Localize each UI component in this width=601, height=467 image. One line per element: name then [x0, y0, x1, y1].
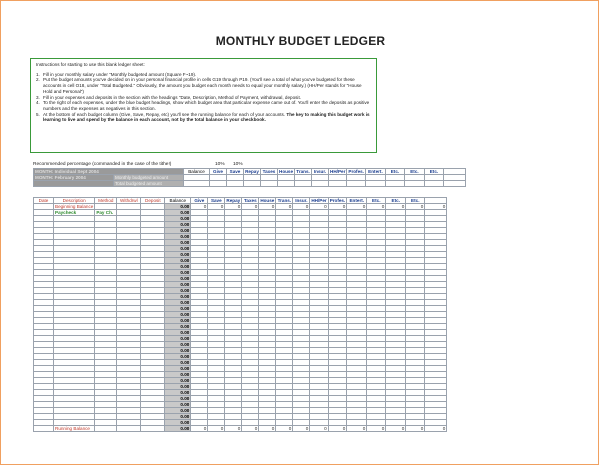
budget-cell: 0	[293, 204, 310, 210]
balance-cell: 0.00	[165, 246, 191, 252]
balance-cell: 0.00	[165, 228, 191, 234]
balance-cell: 0.00	[165, 270, 191, 276]
balance-cell: 0.00	[165, 312, 191, 318]
balance-cell: 0.00	[165, 336, 191, 342]
budget-col-header: Etc.	[367, 198, 386, 204]
header-row	[34, 181, 466, 187]
balance-cell: 0.00	[165, 402, 191, 408]
budget-col-header: House	[260, 198, 275, 203]
recommended-give-pct: 10%	[215, 162, 225, 167]
budget-col-header: HH/Per	[330, 169, 346, 174]
instructions-heading: Instructions for starting to use this blank ledger sheet:	[36, 62, 145, 67]
budget-col-header: Etc.	[386, 198, 406, 204]
budget-col-header: Insur.	[312, 169, 329, 175]
budget-cell: 0	[386, 426, 406, 432]
budget-col-header: Entert.	[347, 198, 367, 204]
budget-cell: 0	[347, 426, 367, 432]
instruction-number: 4.	[36, 100, 40, 106]
budget-col-header: Etc.	[406, 198, 425, 204]
balance-cell: 0.00	[165, 282, 191, 288]
ledger-col-header: Date	[34, 198, 54, 204]
budget-col-header: Trans.	[296, 169, 310, 174]
budget-col-header: Profes.	[348, 169, 364, 174]
cell	[312, 181, 329, 187]
balance-cell: 0.00	[165, 222, 191, 228]
cell	[443, 181, 465, 187]
budget-cell: 0	[208, 204, 225, 210]
page-title: MONTHLY BUDGET LEDGER	[215, 34, 386, 48]
balance-cell: 0.00	[165, 324, 191, 330]
budget-cell: 0	[276, 204, 293, 210]
budget-cell: 0	[367, 426, 386, 432]
budget-col-header: Save	[208, 198, 225, 204]
budget-cell: 0	[406, 204, 425, 210]
budget-note: Monthly budgeted amount	[114, 175, 184, 181]
budget-cell: 0	[242, 204, 259, 210]
balance-cell: 0.00	[165, 354, 191, 360]
instructions-box	[30, 58, 377, 153]
budget-cell: 0	[310, 204, 328, 210]
instruction-text: Fill in your expenses and deposits in the section with the headings "Date, Description, Method of Payment, withdrawal, deposit.	[43, 94, 301, 100]
budget-cell: 0	[191, 426, 208, 432]
budget-cell: 0	[191, 204, 208, 210]
budget-cell: 0	[310, 426, 328, 432]
balance-header: Balance	[184, 169, 210, 175]
ledger-table	[33, 197, 447, 432]
budget-col-header: HH/Per	[311, 198, 327, 203]
instruction-item	[36, 77, 371, 94]
ledger-col-header: Method	[95, 198, 117, 204]
budget-cell: 0	[406, 426, 425, 432]
cell	[244, 181, 261, 187]
instruction-text: Put the budget amounts you've decided on in your personal financial profile in cells G19 through P19. (You'll see a total of what you've budgeted for these accounts in cell O18, under "Total Budgeted." Obviously, the amount you budget each month needs to equal your monthly salary.) (HH/Per stands for "House Hold and Personal")	[43, 77, 362, 94]
balance-cell: 0.00	[165, 258, 191, 264]
budget-cell: 0	[425, 426, 447, 432]
budget-col-header: Etc.	[385, 169, 404, 175]
method-cell: Pay Ch.	[95, 210, 117, 216]
budget-cell: 0	[386, 204, 406, 210]
balance-cell: 0.00	[165, 420, 191, 426]
balance-cell: 0.00	[165, 390, 191, 396]
budget-col-header: Repay	[245, 169, 259, 174]
budget-col-header: Taxes	[261, 169, 278, 175]
ledger-col-header: Balance	[165, 198, 191, 204]
balance-cell: 0.00	[165, 216, 191, 222]
ledger-col-header: Withdrwl	[117, 198, 141, 204]
budget-col-header: Taxes	[242, 198, 259, 204]
budget-col-header: Etc.	[404, 169, 424, 175]
budget-col-header: Insur.	[293, 198, 310, 204]
balance-cell: 0.00	[165, 294, 191, 300]
balance-cell: 0.00	[165, 360, 191, 366]
instruction-number: 2.	[36, 77, 40, 83]
balance-cell: 0.00	[165, 366, 191, 372]
budget-col-header: Entert.	[365, 169, 385, 175]
budget-note: Total budgeted amount	[114, 181, 184, 187]
balance-cell: 0.00	[165, 384, 191, 390]
budget-col-header: Save	[227, 169, 244, 175]
instruction-text: Fill in your monthly salary under "Monthly budgeted amount (Square F~19).	[43, 71, 197, 77]
instruction-number: 1.	[36, 71, 40, 77]
instruction-item	[36, 112, 371, 123]
budget-cell: 0	[425, 204, 447, 210]
cell	[34, 181, 114, 187]
budget-cell: 0	[259, 426, 276, 432]
balance-cell: 0.00	[165, 396, 191, 402]
budget-cell: 0	[259, 204, 276, 210]
ledger-col-header: Deposit	[141, 198, 165, 204]
budget-cell: 0	[347, 204, 367, 210]
instructions-list	[36, 72, 371, 123]
cell	[261, 181, 278, 187]
description-cell: Paycheck	[54, 210, 95, 216]
budget-cell: 0	[328, 204, 347, 210]
budget-col-header: House	[279, 169, 294, 174]
budget-cell: 0	[225, 204, 242, 210]
instruction-text: At the bottom of each budget column (Give, Save, Repay, etc) you'll see the running balance for each of your accounts. The key to making this budget work is learning to live and spend by the balance in each account, not by the total balance in your checkbook.	[43, 111, 370, 123]
balance-cell: 0.00	[165, 204, 191, 210]
balance-cell: 0.00	[165, 234, 191, 240]
cell	[365, 181, 385, 187]
balance-cell: 0.00	[165, 408, 191, 414]
date-cell	[34, 426, 54, 432]
balance-cell: 0.00	[165, 210, 191, 216]
balance-cell: 0.00	[165, 252, 191, 258]
budget-cell: 0	[276, 426, 293, 432]
budget-cell: 0	[225, 426, 242, 432]
description-cell: Beginning Balance	[55, 204, 94, 209]
table-row	[34, 426, 447, 432]
budget-cell: 0	[293, 426, 310, 432]
ledger-col-header: Description	[54, 198, 95, 204]
balance-cell: 0.00	[165, 306, 191, 312]
instruction-text: To the right of each expenses, under the blue budget headings, show which budget area that particular expense came out of. You'll enter the deposits as positive numbers and the expenses as negatives in this section.	[43, 100, 370, 111]
budget-cell: 0	[367, 204, 386, 210]
instruction-item	[36, 100, 371, 111]
cell	[347, 181, 366, 187]
cell	[329, 181, 347, 187]
cell	[210, 181, 227, 187]
balance-cell: 0.00	[165, 330, 191, 336]
cell	[295, 181, 312, 187]
balance-cell: 0.00	[165, 264, 191, 270]
instruction-number: 3.	[36, 94, 40, 100]
budget-cell: 0	[208, 426, 225, 432]
budget-header-table	[33, 168, 466, 187]
balance-cell: 0.00	[165, 378, 191, 384]
budget-cell: 0	[328, 426, 347, 432]
balance-cell: 0.00	[165, 318, 191, 324]
cell	[404, 181, 424, 187]
recommended-save-pct: 10%	[233, 162, 243, 167]
budget-col-header: Trans.	[277, 198, 292, 203]
budget-col-header: Give	[210, 169, 227, 175]
cell	[424, 181, 443, 187]
withdrawal-cell	[117, 426, 141, 432]
budget-col-header: Give	[191, 198, 208, 204]
balance-cell: 0.00	[165, 240, 191, 246]
balance-cell: 0.00	[165, 276, 191, 282]
description-cell: Running Balance	[54, 426, 95, 432]
budget-col-header: Etc.	[424, 169, 443, 175]
cell	[385, 181, 404, 187]
balance-cell: 0.00	[165, 372, 191, 378]
budget-cell: 0	[242, 426, 259, 432]
balance-cell: 0.00	[165, 288, 191, 294]
balance-cell: 0.00	[165, 342, 191, 348]
method-cell	[95, 426, 117, 432]
recommended-label: Recommended percentage (commanded in the case of the tithe!)	[33, 162, 172, 167]
instruction-number: 5.	[36, 111, 40, 117]
cell	[278, 181, 295, 187]
cell	[184, 181, 210, 187]
balance-cell: 0.00	[165, 300, 191, 306]
deposit-cell	[141, 426, 165, 432]
balance-cell: 0.00	[165, 348, 191, 354]
month-label: MONTH: Individual Sept 2004	[34, 169, 184, 175]
balance-cell: 0.00	[165, 414, 191, 420]
budget-col-header: Repay	[226, 198, 241, 203]
budget-col-header: Profes.	[329, 198, 346, 203]
cell	[227, 181, 244, 187]
balance-cell: 0.00	[165, 426, 191, 432]
month-label: MONTH: February 2004	[34, 175, 114, 181]
